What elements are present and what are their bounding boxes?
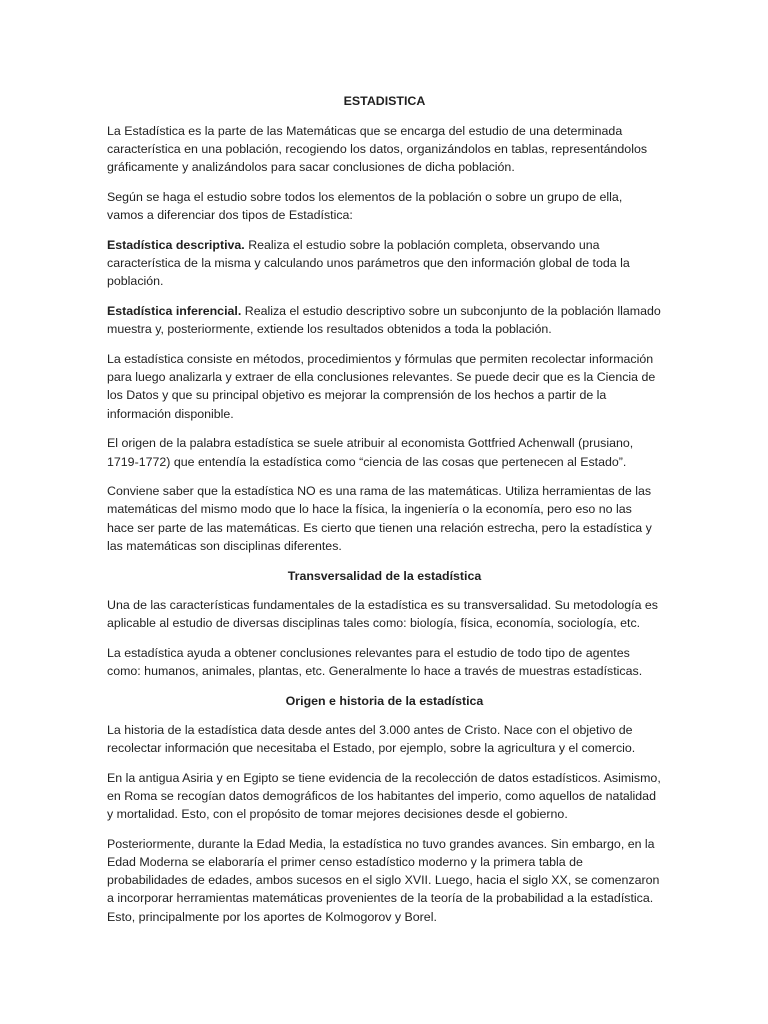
inferential-term: Estadística inferencial.: [107, 304, 242, 319]
document-title: ESTADISTICA: [343, 94, 426, 108]
paragraph-types-intro: Según se haga el estudio sobre todos los elementos de la población o sobre un grupo de ella, vamos a diferenciar dos tipos de Estadística:: [107, 190, 623, 223]
descriptive-term: Estadística descriptiva.: [107, 238, 245, 253]
paragraph-inferential: [107, 302, 662, 338]
paragraph-word-origin: El origen de la palabra estadística se suele atribuir al economista Gottfried Achenwall (prusiano, 1719-1772) que entendía la estadística como “ciencia de las cosas que pertenecen al Estado”.: [107, 436, 634, 469]
paragraph-transversality: Una de las características fundamentales de la estadística es su transversalidad. Su metodología es aplicable al estudio de diversas disciplinas tales como: biología, física, economía, sociología, etc.: [107, 597, 658, 630]
section-heading-history: Origen e historia de la estadística: [285, 693, 484, 708]
paragraph-methods: La estadística consiste en métodos, procedimientos y fórmulas que permiten recolectar información para luego analizarla y extraer de ella conclusiones relevantes. Se puede decir que es la Ciencia de los Datos y que su principal objetivo es mejorar la comprensión de los hechos a partir de la información disponible.: [107, 352, 656, 421]
descriptive-text: Realiza el estudio sobre la población completa, observando una característica de la misma y calculando unos parámetros que den información global de toda la población.: [107, 238, 630, 289]
paragraph-definition: La Estadística es la parte de las Matemáticas que se encarga del estudio de una determinada característica en una población, recogiendo los datos, organizándolos en tablas, representándolos gráficamente y analizándolos para sacar conclusiones de dicha población.: [107, 124, 648, 175]
paragraph-descriptive: [107, 236, 662, 291]
paragraph-history-start: La historia de la estadística data desde antes del 3.000 antes de Cristo. Nace con el objetivo de recolectar información que necesitaba el Estado, por ejemplo, sobre la agricultura y el comercio.: [107, 722, 636, 755]
paragraph-not-math: Conviene saber que la estadística NO es una rama de las matemáticas. Utiliza herramientas de las matemáticas del mismo modo que lo hace la física, la ingeniería o la economía, pero eso no las hace ser parte de las matemáticas. Es cierto que tienen una relación estrecha, pero la estadística y las matemáticas son disciplinas diferentes.: [107, 484, 652, 553]
section-heading-transversality: Transversalidad de la estadística: [287, 568, 482, 583]
inferential-text: Realiza el estudio descriptivo sobre un subconjunto de la población llamado muestra y, posteriormente, extiende los resultados obtenidos a toda la población.: [107, 304, 661, 337]
paragraph-ancient: En la antigua Asiria y en Egipto se tiene evidencia de la recolección de datos estadísticos. Asimismo, en Roma se recogían datos demográficos de los habitantes del imperio, como aquellos de natalidad y mortalidad. Esto, con el propósito de tomar mejores decisiones desde el gobierno.: [107, 770, 661, 822]
paragraph-agents: La estadística ayuda a obtener conclusiones relevantes para el estudio de todo tipo de agentes como: humanos, animales, plantas, etc. Generalmente lo hace a través de muestras estadísticas.: [107, 645, 643, 678]
paragraph-modern: Posteriormente, durante la Edad Media, la estadística no tuvo grandes avances. Sin embargo, en la Edad Moderna se elaboraría el primer censo estadístico moderno y la primera tabla de probabilidades de edades, ambos sucesos en el siglo XVII. Luego, hacia el siglo XX, se comenzaron a incorporar herramientas matemáticas provenientes de la teoría de la probabilidad a la estadística. Esto, principalmente por los aportes de Kolmogorov y Borel.: [107, 836, 660, 924]
